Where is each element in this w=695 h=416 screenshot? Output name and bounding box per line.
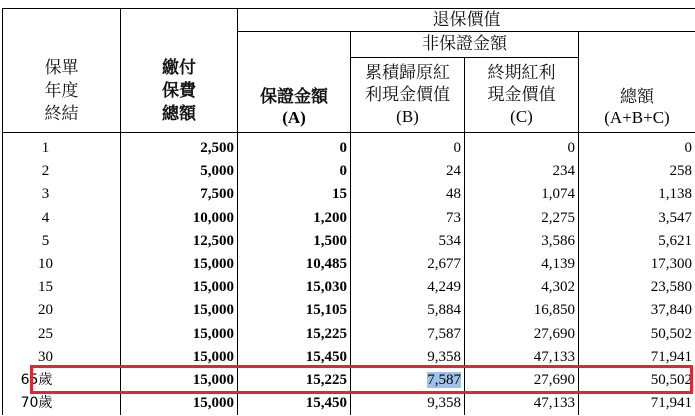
- cell-reversionary: 0: [351, 133, 465, 161]
- cell-terminal: 234: [465, 160, 579, 183]
- cell-premium: 12,500: [121, 230, 238, 253]
- table-row: [3, 133, 695, 161]
- cell-total: 71,941: [579, 346, 695, 369]
- header-guaranteed-code: (A): [282, 108, 306, 127]
- cell-total: 17,300: [579, 253, 695, 276]
- cell-guaranteed: 10,485: [238, 253, 351, 276]
- cell-guaranteed: 0: [238, 160, 351, 183]
- cell-terminal: 0: [465, 133, 579, 161]
- cell-guaranteed: 15,030: [238, 276, 351, 299]
- header-terminal-line2: 現金價值: [487, 85, 556, 105]
- cell-guaranteed: 15,225: [238, 369, 351, 392]
- cell-terminal: 16,850: [465, 299, 579, 322]
- cell-terminal: 4,302: [465, 276, 579, 299]
- cell-premium: 2,500: [121, 133, 238, 161]
- cell-reversionary: 9,358: [351, 346, 465, 369]
- cell-reversionary: 24: [351, 160, 465, 183]
- cell-year: 70歲: [3, 392, 121, 415]
- cell-premium: 10,000: [121, 207, 238, 230]
- cell-year: 30: [3, 346, 121, 369]
- cell-guaranteed: 15: [238, 183, 351, 206]
- cell-year: 1: [3, 133, 121, 161]
- cell-total: 71,941: [579, 392, 695, 415]
- cell-terminal: 27,690: [465, 369, 579, 392]
- cell-terminal: 47,133: [465, 346, 579, 369]
- table-row: [3, 299, 695, 322]
- cell-year: 20: [3, 299, 121, 322]
- cell-year: 25: [3, 323, 121, 346]
- cell-premium: 15,000: [121, 346, 238, 369]
- cell-guaranteed: 15,105: [238, 299, 351, 322]
- cell-year: 4: [3, 207, 121, 230]
- table-row: [3, 230, 695, 253]
- cell-total: 23,580: [579, 276, 695, 299]
- table-row: [3, 253, 695, 276]
- cell-total: 50,502: [579, 323, 695, 346]
- cell-guaranteed: 1,200: [238, 207, 351, 230]
- cell-premium: 15,000: [121, 276, 238, 299]
- cell-terminal: 1,074: [465, 183, 579, 206]
- cell-reversionary: 9,358: [351, 392, 465, 415]
- header-reversionary-code: (B): [396, 107, 419, 126]
- cell-premium: 15,000: [121, 392, 238, 415]
- cell-reversionary: 2,677: [351, 253, 465, 276]
- cell-guaranteed: 15,225: [238, 323, 351, 346]
- cell-premium: 15,000: [121, 299, 238, 322]
- cell-year: 5: [3, 230, 121, 253]
- header-reversionary-line1: 累積歸原紅: [365, 63, 450, 83]
- cell-premium: 15,000: [121, 323, 238, 346]
- cell-total: 50,502: [579, 369, 695, 392]
- cell-reversionary: 4,249: [351, 276, 465, 299]
- cell-reversionary: 5,884: [351, 299, 465, 322]
- selected-text[interactable]: 7,587: [427, 371, 461, 388]
- header-terminal-code: (C): [510, 107, 533, 126]
- header-reversionary-bonus: [351, 58, 465, 133]
- header-policy-year-line1: 保單: [44, 58, 79, 78]
- cell-guaranteed: 0: [238, 133, 351, 161]
- header-guaranteed-label: 保證金額: [260, 87, 328, 107]
- cell-guaranteed: 15,450: [238, 346, 351, 369]
- cell-year: 65歲: [3, 369, 121, 392]
- cell-terminal: 47,133: [465, 392, 579, 415]
- cell-premium: 7,500: [121, 183, 238, 206]
- table-row-highlighted: [3, 369, 695, 392]
- table-row: [3, 346, 695, 369]
- header-total: [579, 32, 695, 133]
- header-non-guaranteed: 非保證金額: [351, 32, 579, 58]
- cell-year: 3: [3, 183, 121, 206]
- cell-terminal: 2,275: [465, 207, 579, 230]
- header-policy-year-line2: 年度: [44, 81, 79, 101]
- cell-guaranteed: 1,500: [238, 230, 351, 253]
- header-premium-line1: 繳付: [162, 58, 196, 78]
- table-row: [3, 207, 695, 230]
- cell-total: 5,621: [579, 230, 695, 253]
- header-premium-total: [121, 9, 238, 133]
- header-total-label: 總額: [620, 87, 654, 107]
- table-row: [3, 392, 695, 415]
- cell-reversionary-highlighted: [351, 369, 465, 392]
- cell-reversionary: 7,587: [351, 323, 465, 346]
- cell-year: 2: [3, 160, 121, 183]
- header-guaranteed: [238, 32, 351, 133]
- header-terminal-bonus: [465, 58, 579, 133]
- cell-year: 10: [3, 253, 121, 276]
- cell-terminal: 27,690: [465, 323, 579, 346]
- header-total-code: (A+B+C): [604, 108, 670, 127]
- header-terminal-line1: 終期紅利: [487, 63, 556, 83]
- table-row: [3, 276, 695, 299]
- table-row: [3, 323, 695, 346]
- cell-terminal: 4,139: [465, 253, 579, 276]
- cell-total: 0: [579, 133, 695, 161]
- cell-year: 15: [3, 276, 121, 299]
- header-premium-line2: 保費: [162, 81, 196, 101]
- cell-guaranteed: 15,450: [238, 392, 351, 415]
- cell-total: 3,547: [579, 207, 695, 230]
- header-policy-year: [3, 9, 121, 133]
- cell-reversionary: 48: [351, 183, 465, 206]
- cell-total: 37,840: [579, 299, 695, 322]
- surrender-value-table: [2, 8, 695, 415]
- cell-reversionary: 534: [351, 230, 465, 253]
- cell-terminal: 3,586: [465, 230, 579, 253]
- table-row: [3, 160, 695, 183]
- cell-premium: 5,000: [121, 160, 238, 183]
- header-surrender-value: 退保價值: [238, 9, 695, 32]
- cell-premium: 15,000: [121, 253, 238, 276]
- header-premium-line3: 總額: [162, 104, 196, 124]
- cell-premium: 15,000: [121, 369, 238, 392]
- header-reversionary-line2: 利現金價值: [365, 85, 450, 105]
- header-policy-year-line3: 終結: [44, 104, 79, 124]
- table-row: [3, 183, 695, 206]
- cell-total: 258: [579, 160, 695, 183]
- cell-reversionary: 73: [351, 207, 465, 230]
- cell-total: 1,138: [579, 183, 695, 206]
